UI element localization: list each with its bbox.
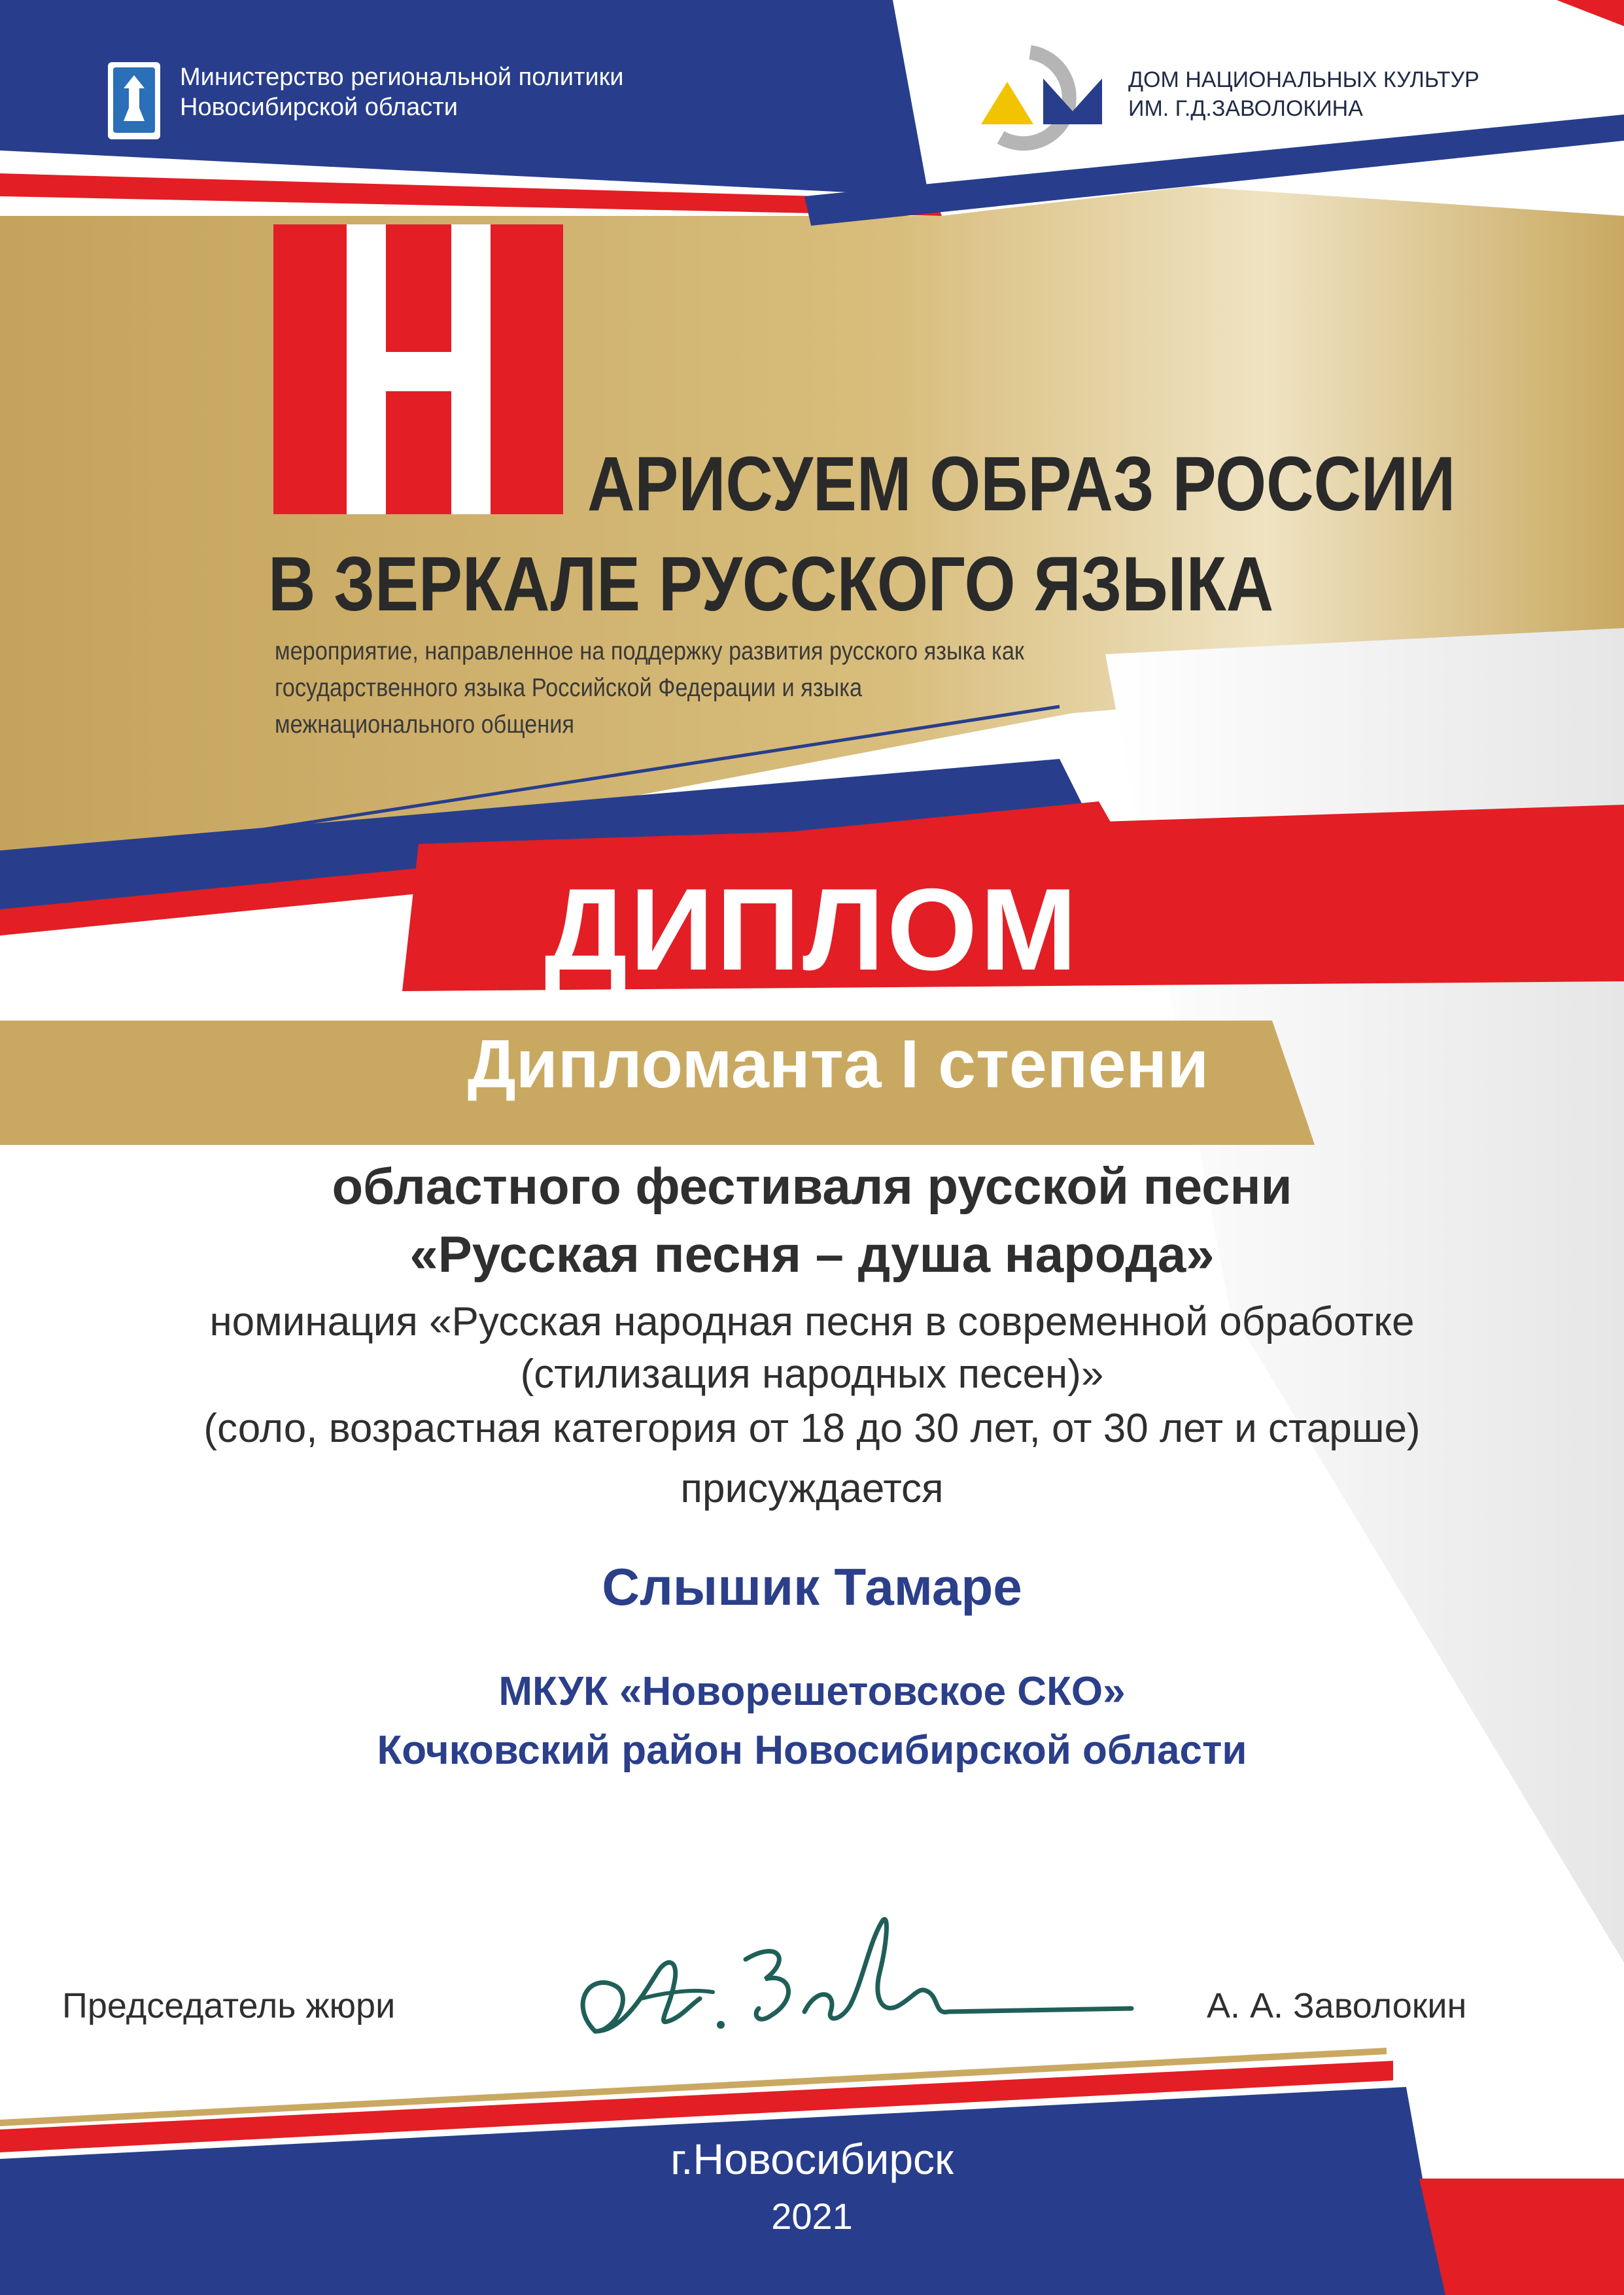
footer-city: г.Новосибирск xyxy=(670,2135,954,2183)
nomination-line-1: номинация «Русская народная песня в современной обработке xyxy=(209,1299,1415,1344)
diploma-degree-text: Дипломанта I степени xyxy=(467,1026,1209,1102)
diploma-heading: ДИПЛОМ xyxy=(544,864,1080,994)
blue-band-bottom xyxy=(0,2087,1445,2295)
house-line-2: ИМ. Г.Д.ЗАВОЛОКИНА xyxy=(1128,96,1363,121)
jury-chair-role: Председатель жюри xyxy=(62,1986,396,2025)
recipient-name: Слышик Тамаре xyxy=(602,1558,1022,1616)
diploma-degree xyxy=(0,1026,1624,1104)
ministry-line-1: Министерство региональной политики xyxy=(180,63,624,91)
organization-line-1: МКУК «Новорешетовское СКО» xyxy=(498,1669,1126,1714)
event-subtitle-line-1: мероприятие, направленное на поддержку развития русского языка как xyxy=(275,637,1024,665)
event-title-line-1: АРИСУЕМ ОБРАЗ РОССИИ xyxy=(587,441,1456,527)
jury-chair-name: А. А. Заволокин xyxy=(1207,1986,1467,2025)
initial-letter-block xyxy=(273,224,563,514)
house-line-1: ДОМ НАЦИОНАЛЬНЫХ КУЛЬТУР xyxy=(1128,67,1479,92)
footer-year: 2021 xyxy=(771,2196,853,2237)
event-subtitle-line-2: государственного языка Российской Федерации и языка xyxy=(275,674,863,702)
event-subtitle xyxy=(275,633,1024,743)
awarded-text: присуждается xyxy=(680,1466,944,1511)
nomination-line-2: (стилизация народных песен)» xyxy=(520,1352,1104,1397)
festival-line-1: областного фестиваля русской песни xyxy=(332,1157,1292,1215)
ministry-name xyxy=(180,62,623,122)
festival-line-2: «Русская песня – душа народа» xyxy=(409,1225,1215,1283)
handwritten-signature xyxy=(543,1901,1145,2071)
house-of-cultures-name xyxy=(1128,65,1479,123)
ministry-line-2: Новосибирской области xyxy=(180,94,458,121)
event-title-line-2: В ЗЕРКАЛЕ РУССКОГО ЯЗЫКА xyxy=(268,541,1274,627)
organization-line-2: Кочковский район Новосибирской области xyxy=(377,1728,1247,1773)
event-subtitle-line-3: межнационального общения xyxy=(275,710,574,739)
nomination-line-3: (соло, возрастная категория от 18 до 30 лет, от 30 лет и старше) xyxy=(203,1406,1421,1451)
coat-of-arms-icon xyxy=(108,62,160,139)
